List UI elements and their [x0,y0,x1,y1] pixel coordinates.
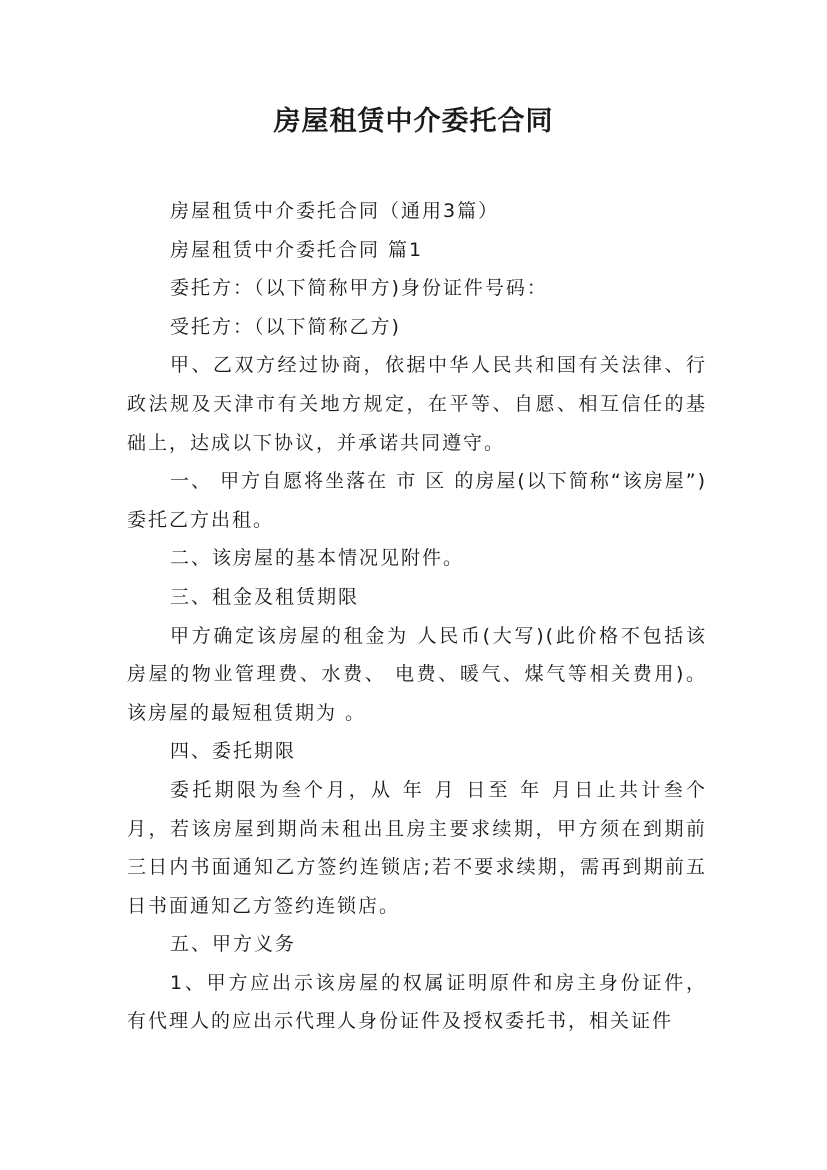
paragraph: 甲方确定该房屋的租金为 人民币(大写)(此价格不包括该房屋的物业管理费、水费、 电费、暖气、煤气等相关费用)。该房屋的最短租赁期为 。 [127,624,707,724]
paragraph: 房屋租赁中介委托合同 篇1 [170,238,424,261]
paragraph: 受托方：（以下简称乙方) [170,315,401,338]
paragraph: 房屋租赁中介委托合同（通用3篇） [170,200,500,222]
paragraph: 委托期限为叁个月，从 年 月 日至 年 月日止共计叁个月，若该房屋到期尚未租出且房主要求续期，甲方须在到期前三日内书面通知乙方签约连锁店;若不要求续期，需再到期前五日书面通知乙方签约连锁店。 [127,778,707,917]
paragraph: 三、租金及租赁期限 [170,585,360,608]
paragraph: 二、该房屋的基本情况见附件。 [170,547,465,570]
paragraph: 甲、乙双方经过协商，依据中华人民共和国有关法律、行政法规及天津市有关地方规定，在平等、自愿、相互信任的基础上，达成以下协议，并承诺共同遵守。 [127,354,707,454]
paragraph: 委托方：（以下简称甲方)身份证件号码： [170,277,548,300]
paragraph: 1、甲方应出示该房屋的权属证明原件和房主身份证件，有代理人的应出示代理人身份证件及授权委托书，相关证件 [127,971,707,1033]
paragraph: 四、委托期限 [170,740,297,763]
document-body [127,192,707,1041]
document-title: 房屋租赁中介委托合同 [273,106,554,137]
paragraph: 一、 甲方自愿将坐落在 市 区 的房屋(以下简称“该房屋”)委托乙方出租。 [127,470,707,531]
paragraph: 五、甲方义务 [170,933,297,956]
